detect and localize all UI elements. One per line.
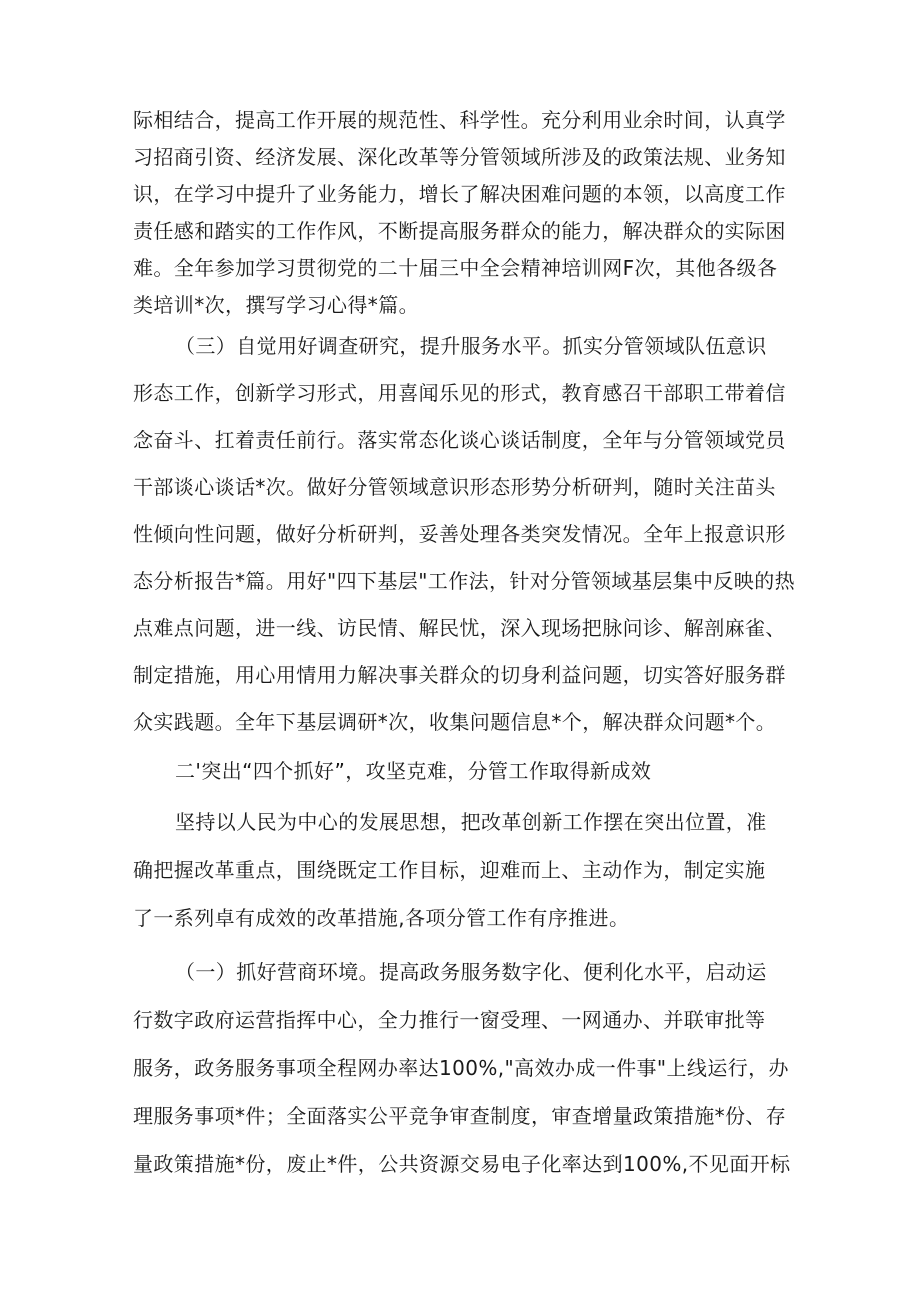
text-line: 性倾向性问题，做好分析研判，妥善处理各类突发情况。全年上报意识形 [133,522,786,546]
text-line: 识，在学习中提升了业务能力，增长了解决困难问题的本领，以高度工作 [133,182,786,206]
text-line: 念奋斗、扛着责任前行。落实常态化谈心谈话制度，全年与分管领域党员 [133,428,786,452]
text-line: 服务，政务服务事项全程网办率达100%,"高效办成一件事"上线运行，办 [133,1056,789,1080]
text-line: 态分析报告*篇。用好"四下基层"工作法，针对分管领域基层集中反映的热 [133,569,795,593]
text-line: 理服务事项*件；全面落实公平竞争审查制度，审查增量政策措施*份、存 [133,1104,787,1128]
text-line: 责任感和踏实的工作作风，不断提高服务群众的能力，解决群众的实际困 [133,219,786,243]
text-line: 难。全年参加学习贯彻党的二十届三中全会精神培训网F次，其他各级各 [133,256,778,280]
text-line: 行数字政府运营指挥中心，全力推行一窗受理、一网通办、并联审批等 [133,1008,766,1032]
section-heading-two: 二'突出“四个抓好”，攻坚克难，分管工作取得新成效 [175,759,652,783]
text-line: 坚持以人民为中心的发展思想，把改革创新工作摆在突出位置，准 [175,810,767,834]
text-line: 了一系列卓有成效的改革措施,各项分管工作有序推进。 [133,906,630,930]
text-line: 干部谈心谈话*次。做好分管领域意识形态形势分析研判，随时关注苗头 [133,475,776,499]
text-line: 众实践题。全年下基层调研*次，收集问题信息*个，解决群众问题*个。 [133,710,777,734]
text-line: 习招商引资、经济发展、深化改革等分管领域所涉及的政策法规、业务知 [133,145,786,169]
text-line: 确把握改革重点，围绕既定工作目标，迎难而上、主动作为，制定实施 [133,858,766,882]
text-line: 类培训*次，撰写学习心得*篇。 [133,293,419,317]
section-heading-three: （三）自觉用好调查研究，提升服务水平。抓实分管领域队伍意识 [175,334,767,358]
text-line: 形态工作，创新学习形式，用喜闻乐见的形式，教育感召干部职工带着信 [133,381,786,405]
text-line: 际相结合，提高工作开展的规范性、科学性。充分利用业余时间，认真学 [133,108,786,132]
text-line: 量政策措施*份，废止*件，公共资源交易电子化率达到100%,不见面开标 [133,1152,791,1176]
text-line: 点难点问题，进一线、访民情、解民忧，深入现场把脉问诊、解剖麻雀、 [133,616,786,640]
text-line: 制定措施，用心用情用力解决事关群众的切身利益问题，切实答好服务群 [133,663,786,687]
section-heading-one: （一）抓好营商环境。提高政务服务数字化、便利化水平，启动运 [175,960,767,984]
